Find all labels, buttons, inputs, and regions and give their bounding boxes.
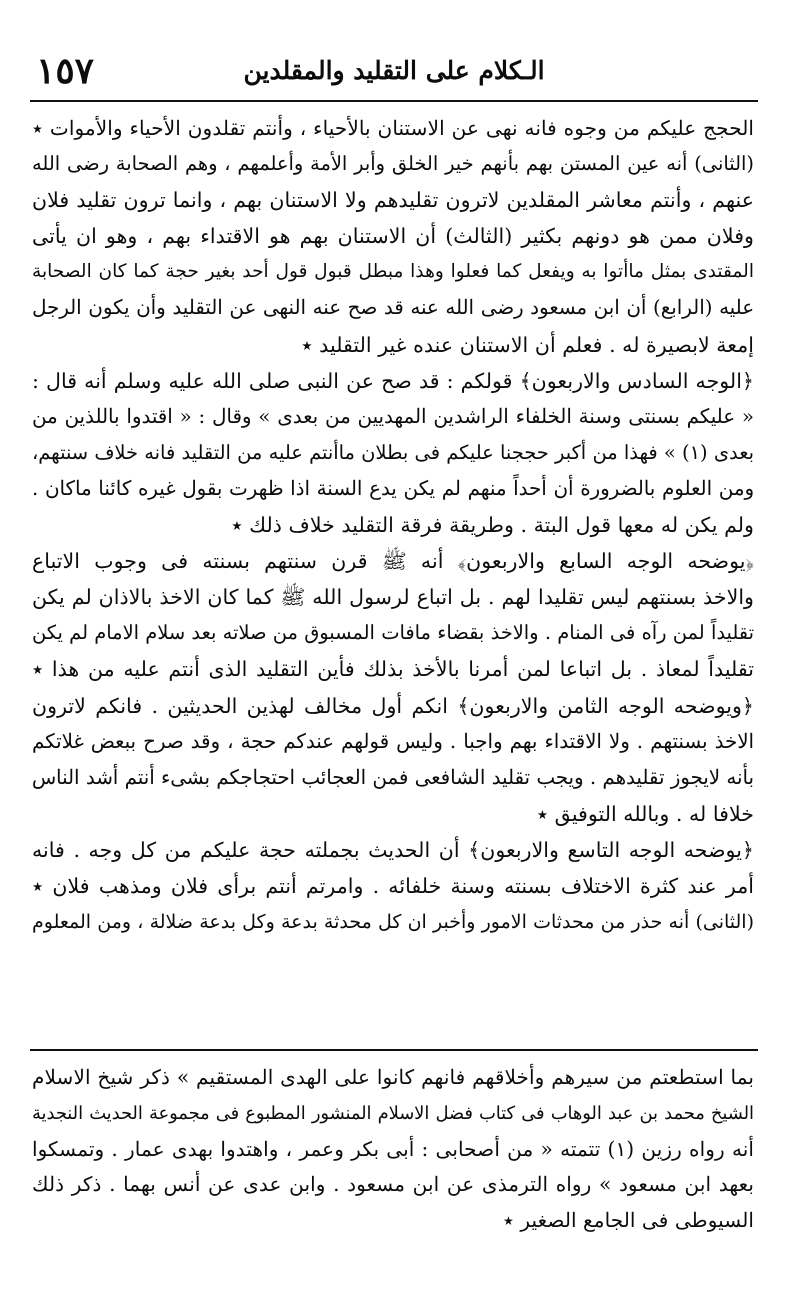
text-line: أمر عند كثرة الاختلاف بسنته وسنة خلفائه . وامرتم أنتم برأى فلان ومذهب فلان ٭: [32, 873, 754, 898]
footnote-rule: [30, 1049, 758, 1051]
section-heading-line: ﴿يوضحه الوجه التاسع والاربعون﴾ أن الحديث بجملته حجة عليكم من كل وجه . فانه: [32, 837, 754, 862]
text-line: والاخذ بسنتهم ليس تقليدا لهم . بل اتباع لرسول الله ﷺ كما كان الاخذ بالاذان لم يكن: [32, 585, 754, 610]
text-line: عنهم ، وأنتم معاشر المقلدين لاترون تقليدهم ولا الاستنان بهم ، وانما ترون تقليد فلان: [32, 188, 754, 213]
footnote-line: السيوطى فى الجامع الصغير ٭: [502, 1208, 754, 1233]
text-line: الاخذ بسنتهم . ولا الاقتداء بهم واجبا . وليس قولهم عندكم حجة ، وقد صرح ببعض غلاتكم: [32, 729, 754, 753]
main-text: [32, 110, 754, 940]
text-line: المقتدى بمثل ماأتوا به ويفعل كما فعلوا وهذا مبطل قبول قول أحد بغير حجة كما كان الصحابة: [32, 261, 754, 283]
text-line: (الثانى) أنه عين المستن بهم بأنهم خير الخلق وأبر الأمة وأعلمهم ، وهم الصحابة رضى الله: [32, 152, 754, 176]
section-heading-line: ﴿الوجه السادس والاربعون﴾ قولكم : قد صح عن النبى صلى الله عليه وسلم أنه قال :: [32, 368, 754, 393]
text-line: ولم يكن له معها قول البتة . وطريقة فرقة التقليد خلاف ذلك ٭: [231, 513, 754, 538]
text-line: وفلان ممن هو دونهم بكثير (الثالث) أن الاستنان بهم هو الاقتداء بهم ، وهو ان يأتى: [32, 224, 754, 249]
text-line: تقليداً لمعاذ . بل اتباعا لمن أمرنا بالأخذ بذلك فأين التقليد الذى أنتم عليه من هذا ٭: [32, 657, 754, 682]
section-heading-line: ﴿يوضحه الوجه السابع والاربعون﴾ أنه ﷺ قرن سنتهم بسنته فى وجوب الاتباع: [32, 549, 754, 574]
footnote-line: أنه رواه رزين (١) تتمته « من أصحابى : أبى بكر وعمر ، واهتدوا بهدى عمار . وتمسكوا: [32, 1136, 754, 1161]
text-line: بأنه لايجوز تقليدهم . ويجب تقليد الشافعى فمن العجائب احتجاجكم بشىء أنتم أشد الناس: [32, 765, 754, 789]
text-line: عليه (الرابع) أن ابن مسعود رضى الله عنه قد صح عنه النهى عن التقليد وأن يكون الرجل: [32, 296, 754, 320]
footnotes: [32, 1060, 754, 1239]
text-line: ومن العلوم بالضرورة أن أحداً منهم لم يكن يدع السنة اذا ظهرت بقول غيره كائنا ماكان .: [32, 476, 754, 500]
text-line: بعدى (١) » فهذا من أكبر حججنا عليكم فى بطلان ماأنتم عليه من التقليد فانه خلاف سنتهم،: [32, 440, 754, 464]
text-line: إمعة لابصيرة له . فعلم أن الاستنان عنده غير التقليد ٭: [301, 332, 754, 357]
text-line: (الثانى) أنه حذر من محدثات الامور وأخبر ان كل محدثة بدعة وكل بدعة ضلالة ، ومن المعلوم: [32, 911, 754, 934]
header-rule: [30, 100, 758, 102]
text-line: « عليكم بسنتى وسنة الخلفاء الراشدين المهديين من بعدى » وقال : « اقتدوا باللذين من: [32, 404, 754, 428]
footnote-line: بعهد ابن مسعود » رواه الترمذى عن ابن مسعود . وابن عدى عن أنس بهما . ذكر ذلك: [32, 1172, 754, 1197]
running-title: الـكلام على التقليد والمقلدين: [243, 56, 545, 85]
footnote-line: بما استطعتم من سيرهم وأخلاقهم فانهم كانوا على الهدى المستقيم » ذكر شيخ الاسلام: [32, 1065, 754, 1089]
page-number: ١٥٧: [36, 50, 95, 92]
footnote-line: الشيخ محمد بن عبد الوهاب فى كتاب فضل الاسلام المنشور المطبوع فى مجموعة الحديث النجدية: [32, 1102, 754, 1124]
text-line: تقليداً لمن رآه فى المنام . والاخذ بقضاء مافات المسبوق من صلاته بعد سلام الامام لم يكن: [32, 621, 754, 645]
section-heading-line: ﴿ويوضحه الوجه الثامن والاربعون﴾ انكم أول مخالف لهذين الحديثين . فانكم لاترون: [32, 693, 754, 718]
text-line: خلافا له . وبالله التوفيق ٭: [536, 801, 754, 826]
text-line: الحجج عليكم من وجوه فانه نهى عن الاستنان بالأحياء ، وأنتم تقلدون الأحياء والأموات ٭: [32, 116, 754, 140]
page-header: [30, 46, 758, 102]
